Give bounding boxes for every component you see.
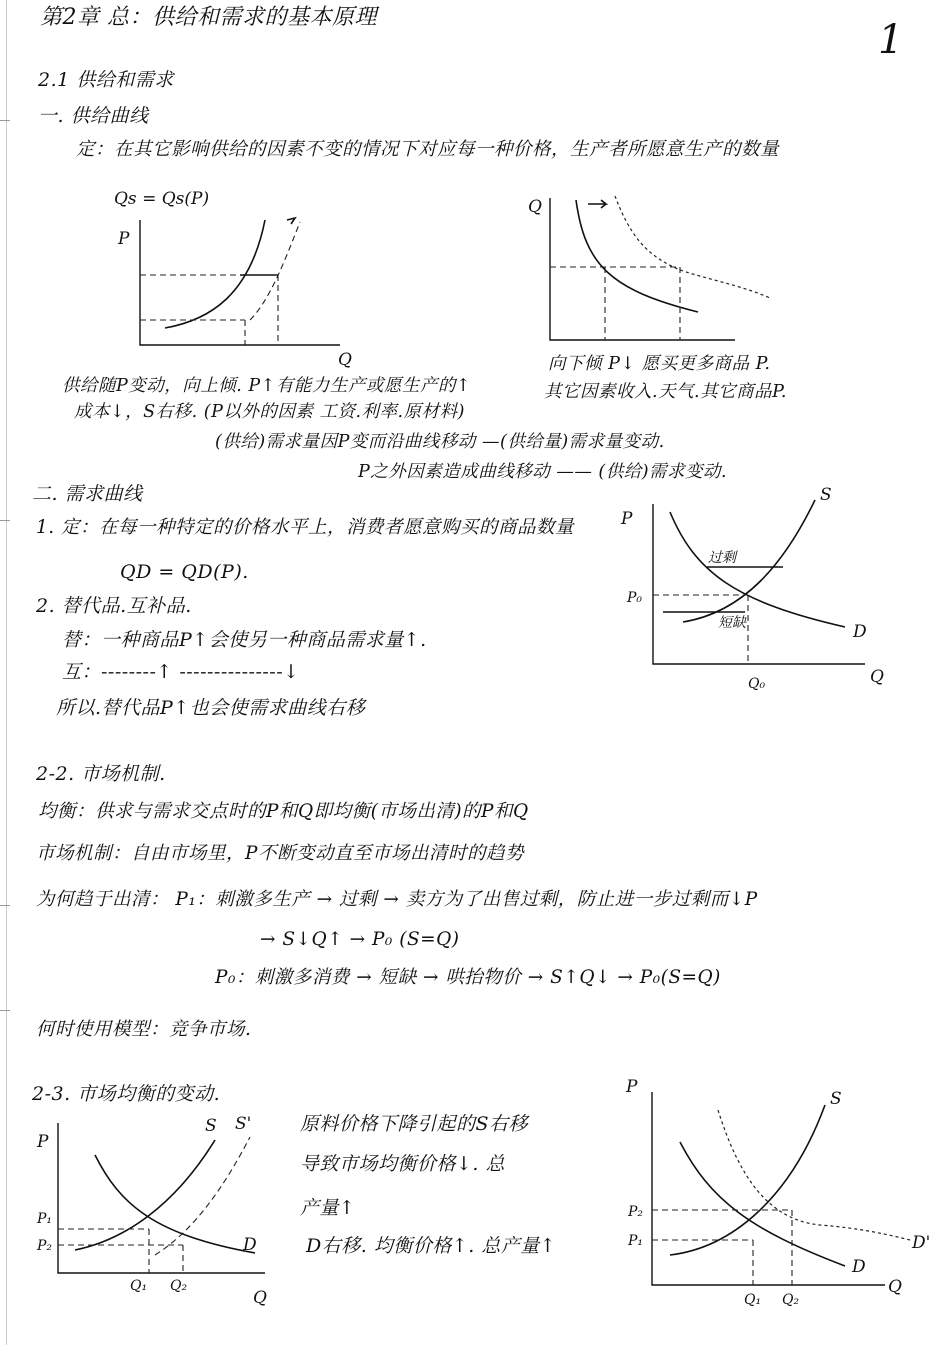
demand-curve xyxy=(95,1155,255,1253)
price-label-p1: P₁ xyxy=(37,1211,53,1227)
demand-curve xyxy=(670,512,845,627)
supply-label: S xyxy=(205,1116,217,1136)
demand-shift-figure xyxy=(620,1070,940,1320)
list-item: 互：--------↑ ---------------↓ xyxy=(62,661,300,683)
note-text: 其它因素收入.天气.其它商品P. xyxy=(544,382,787,402)
quantity-label-q1: Q₁ xyxy=(744,1292,762,1308)
axes xyxy=(652,1092,885,1285)
demand-curve-figure xyxy=(520,190,760,360)
page-number: 1 xyxy=(878,17,904,63)
formula-text: QD = QD(P). xyxy=(120,561,249,583)
margin-tick xyxy=(0,1010,10,1011)
axis-label-y: P xyxy=(626,1077,638,1097)
note-text: 供给随P变动，向上倾. P↑有能力生产或愿生产的↑ xyxy=(62,376,471,396)
demand-label: D xyxy=(853,622,867,642)
body-text: → S↓Q↑ → P₀ (S=Q) xyxy=(260,929,460,950)
demand-curve xyxy=(576,200,698,312)
axis-label-x: Q xyxy=(870,667,884,687)
shifted-demand-curve xyxy=(615,196,770,298)
subsection-heading: 一. 供给曲线 xyxy=(38,105,149,127)
supply-curve xyxy=(165,220,265,328)
price-label-p0: P₀ xyxy=(627,590,643,606)
shifted-supply-curve xyxy=(155,1137,250,1255)
body-text: 市场机制：自由市场里，P不断变动直至市场出清时的趋势 xyxy=(36,843,524,864)
quantity-label-q1: Q₁ xyxy=(130,1278,148,1294)
axis-label-y: P xyxy=(118,229,130,249)
shifted-supply-curve xyxy=(250,222,300,320)
quantity-label-q2: Q₂ xyxy=(170,1278,188,1294)
equilibrium-figure xyxy=(615,482,895,692)
price-label-p1: P₁ xyxy=(628,1233,644,1249)
shifted-supply-label: S' xyxy=(235,1114,252,1134)
shifted-demand-label: D' xyxy=(912,1233,931,1253)
shift-arrow xyxy=(287,218,295,224)
demand-label: D xyxy=(243,1235,257,1255)
quantity-label-q2: Q₂ xyxy=(782,1292,800,1308)
supply-curve xyxy=(683,500,815,622)
page-title: 第2章 总：供给和需求的基本原理 xyxy=(40,5,377,30)
margin-tick xyxy=(0,120,10,121)
figure-function-label: Qs = Qs(P) xyxy=(114,189,210,209)
shortage-label: 短缺 xyxy=(718,615,746,631)
surplus-label: 过剩 xyxy=(708,550,736,566)
note-text: (供给)需求量因P变而沿曲线移动 —(供给量)需求量变动. xyxy=(215,432,665,452)
shift-arrow xyxy=(588,200,606,208)
note-text: 成本↓，S右移. (P以外的因素 工资.利率.原材料) xyxy=(74,402,465,422)
axis-label-x: Q xyxy=(888,1277,902,1297)
section-heading: 2.1 供给和需求 xyxy=(38,69,174,91)
body-text: 均衡：供求与需求交点时的P和Q即均衡(市场出清)的P和Q xyxy=(38,801,529,822)
body-text: 为何趋于出清： P₁：刺激多生产 → 过剩 → 卖方为了出售过剩，防止进一步过剩而↓P xyxy=(36,889,758,910)
definition-text: 定：在其它影响供给的因素不变的情况下对应每一种价格，生产者所愿意生产的数量 xyxy=(76,139,780,160)
subsection-heading: 二. 需求曲线 xyxy=(32,483,143,505)
axis-label-y: Q xyxy=(528,197,542,217)
left-margin-rule xyxy=(0,0,7,1345)
body-text: P₀：刺激多消费 → 短缺 → 哄抬物价 → S↑Q↓ → P₀(S=Q) xyxy=(215,967,721,988)
body-text: D右移. 均衡价格↑. 总产量↑ xyxy=(306,1235,557,1257)
guide-lines xyxy=(58,1229,183,1273)
guide-lines xyxy=(652,1210,792,1285)
axis-label-y: P xyxy=(37,1132,49,1152)
body-text: 导致市场均衡价格↓. 总 xyxy=(300,1153,505,1175)
guide-lines xyxy=(140,275,278,345)
supply-label: S xyxy=(830,1089,842,1109)
note-text: P之外因素造成曲线移动 —— (供给)需求变动. xyxy=(358,462,728,482)
axes xyxy=(550,198,735,340)
body-text: 原料价格下降引起的S右移 xyxy=(300,1113,529,1135)
demand-label: D xyxy=(852,1257,866,1277)
body-text: 产量↑ xyxy=(300,1197,356,1219)
axes xyxy=(653,504,865,664)
definition-text: 1. 定：在每一种特定的价格水平上，消费者愿意购买的商品数量 xyxy=(36,517,575,538)
body-text: 何时使用模型：竞争市场. xyxy=(36,1019,252,1040)
demand-curve xyxy=(680,1142,845,1266)
axis-label-x: Q xyxy=(338,350,352,370)
list-heading: 2. 替代品.互补品. xyxy=(36,595,192,617)
margin-tick xyxy=(0,905,10,906)
axis-label-y: P xyxy=(621,509,633,529)
price-label-p2: P₂ xyxy=(37,1238,53,1254)
section-heading: 2-3. 市场均衡的变动. xyxy=(32,1083,221,1105)
supply-shift-figure xyxy=(25,1105,285,1315)
supply-label: S xyxy=(820,485,832,505)
note-text: 向下倾 P↓ 愿买更多商品 P. xyxy=(548,354,771,374)
price-label-p2: P₂ xyxy=(628,1204,644,1220)
section-heading: 2-2. 市场机制. xyxy=(36,763,166,785)
axes xyxy=(58,1123,265,1273)
list-item: 替：一种商品P↑会使另一种商品需求量↑. xyxy=(62,629,427,651)
shifted-demand-curve xyxy=(718,1110,910,1240)
supply-curve-figure xyxy=(100,180,352,380)
margin-tick xyxy=(0,520,10,521)
price-lines xyxy=(663,567,783,612)
axis-label-x: Q xyxy=(253,1288,267,1308)
supply-curve xyxy=(670,1105,825,1255)
list-item: 所以.替代品P↑也会使需求曲线右移 xyxy=(56,697,366,719)
quantity-label-q0: Q₀ xyxy=(748,676,766,692)
